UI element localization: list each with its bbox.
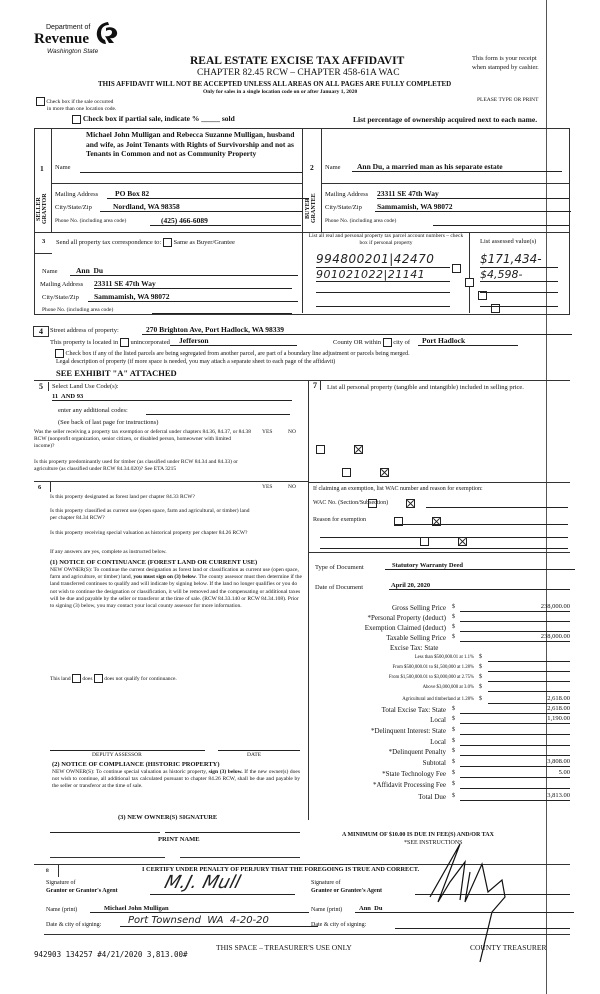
tax-row-value[interactable]: 3,813.00 — [460, 792, 570, 801]
new-owner-signature-line — [165, 832, 300, 833]
land-use-q2-yes-checkbox[interactable] — [342, 468, 351, 477]
segregated-checkbox[interactable] — [55, 349, 64, 358]
parcels-header: List all real and personal property tax parcel account numbers – check box if personal property — [308, 233, 464, 246]
tax-row-value[interactable]: 1,190.00 — [460, 715, 570, 724]
multi-location-label-1: Check box if the sale occurred — [46, 98, 114, 105]
county-treasurer-label: COUNTY TREASURER — [470, 943, 547, 952]
tax-row-value[interactable]: 238,000.00 — [460, 603, 570, 612]
tax-row-label: *Personal Property (deduct) — [367, 614, 446, 622]
does-not-label: does not qualify for continuance. — [104, 675, 177, 682]
tax-row-label: *Delinquent Penalty — [388, 748, 446, 756]
buyer-side-label-1: BUYER — [305, 197, 311, 219]
assessed-header: List assessed value(s) — [480, 238, 537, 245]
land-use-question-1: Was the seller receiving a property tax exemption or deferral under chapters 84.36, 84.37, or 84.38 RCW (nonprofit organization, senior citizen, or disabled person, homeowner with limited income)? — [34, 429, 252, 449]
notice1-text-a: NEW OWNER(S): To continue the current designation as forest land or classification as current use (open space, farm and agriculture, or timber) land, — [50, 567, 299, 581]
tax-row-label: Agricultural and timberland at 1.28% — [402, 697, 474, 702]
form-title: REAL ESTATE EXCISE TAX AFFIDAVIT — [190, 55, 405, 67]
notice1-title: (1) NOTICE OF CONTINUANCE (FOREST LAND OR CURRENT USE) — [50, 559, 258, 566]
tax-row-value[interactable] — [488, 653, 570, 662]
notice1-text-b: . The county assessor must then determine if the land transferred continues to qualify and will indicate by signing below. If the land no longer qualifies or you do not wish to continue the designation or classification, it will be removed and the compensating or additional taxes will be due and payable by the seller or transferor at the time of sale. (RCW 84.33.140 or RCW 84.34.108). Prior to signing (3) below, you may contact your local county assessor for more information. — [50, 574, 302, 610]
correspondence-mailing-field[interactable]: 23311 SE 47th Way — [94, 279, 292, 289]
grantor-sig-label-2: Grantor or Grantor's Agent — [46, 888, 118, 894]
seller-mailing-label: Mailing Address — [55, 191, 99, 198]
seller-section-number: 1 — [40, 164, 44, 173]
currency-symbol: $ — [452, 624, 455, 630]
certification-number: 8 — [46, 868, 49, 874]
divider — [308, 482, 570, 483]
exemption-label: If claiming an exemption, list WAC number and reason for exemption: — [313, 486, 483, 492]
city-field[interactable]: Port Hadlock — [418, 336, 518, 346]
divider — [34, 481, 309, 482]
divider — [34, 380, 570, 381]
street-label: Street address of property: — [50, 327, 119, 334]
minimum-note: A MINIMUM OF $10.00 IS DUE IN FEE(S) AND/OR TAX — [342, 832, 494, 838]
additional-codes-field[interactable] — [146, 406, 290, 415]
correspondence-name-field[interactable]: Ann Du — [70, 266, 298, 276]
divider — [51, 128, 52, 232]
currency-symbol: $ — [452, 614, 455, 620]
correspondence-phone-field[interactable] — [152, 305, 292, 314]
tax-row-label: *Affidavit Processing Fee — [373, 781, 446, 789]
tax-row-label: Above $3,000,000 at 3.0% — [422, 685, 474, 690]
tax-row-value[interactable]: 238,000.00 — [460, 633, 570, 642]
deputy-assessor-label: DEPUTY ASSESSOR — [92, 752, 142, 758]
section6-question-1: Is this property designated as forest land per chapter 84.33 RCW? — [50, 494, 195, 500]
divider — [308, 552, 570, 553]
land-use-label: Select Land Use Code(s): — [52, 383, 119, 390]
date-label: DATE — [247, 752, 262, 758]
new-owner-signature-line — [50, 832, 160, 833]
wac-label: WAC No. (Section/Subsection) — [313, 500, 389, 506]
tax-row-value[interactable]: 2,618.00 — [460, 705, 570, 714]
tax-row-label: Exemption Claimed (deduct) — [364, 624, 446, 632]
reason-label: Reason for exemption — [313, 517, 366, 523]
section6-if-yes: If any answers are yes, complete as instructed below. — [50, 549, 167, 555]
continuance-row — [50, 674, 177, 683]
tax-row-value[interactable] — [460, 737, 570, 746]
seller-side-label-2: GRANTOR — [42, 193, 48, 225]
multi-location-checkbox[interactable] — [36, 97, 45, 106]
parcel-row-4[interactable] — [316, 297, 450, 307]
certification-statement: I CERTIFY UNDER PENALTY OF PERJURY THAT THE FOREGOING IS TRUE AND CORRECT. — [142, 866, 420, 873]
parcel-row-2[interactable]: 901021022|21141 — [316, 268, 450, 282]
notice2-title: (2) NOTICE OF COMPLIANCE (HISTORIC PROPERTY) — [52, 761, 220, 768]
print-name-label: PRINT NAME — [158, 836, 200, 843]
tax-row-label: Total Due — [418, 793, 446, 801]
treasurer-space-label: THIS SPACE – TREASURER'S USE ONLY — [216, 943, 352, 952]
tax-row-label: Local — [430, 716, 446, 724]
new-owner-signature-label: (3) NEW OWNER(S) SIGNATURE — [118, 814, 218, 821]
reason-field-2[interactable] — [320, 530, 568, 538]
currency-symbol: $ — [479, 684, 482, 690]
parcel-row-3[interactable] — [316, 283, 450, 293]
buyer-mailing-label: Mailing Address — [325, 191, 369, 198]
land-use-q1-no-checkbox[interactable] — [354, 445, 363, 454]
correspondence-mailing-label: Mailing Address — [40, 281, 84, 288]
doc-date-label: Date of Document — [315, 584, 364, 591]
does-qualify-checkbox[interactable] — [72, 674, 81, 683]
does-label: does — [82, 675, 93, 682]
section6-number: 6 — [38, 484, 42, 491]
scope-note: Only for sales in a single location code on or after January 1, 2020 — [203, 89, 358, 95]
street-field[interactable]: 270 Brighton Ave, Port Hadlock, WA 98339 — [142, 325, 572, 335]
land-use-no-header: NO — [288, 429, 296, 435]
city-checkbox[interactable] — [383, 338, 392, 347]
multi-location-checkbox-row — [36, 97, 116, 113]
field-line — [321, 183, 569, 184]
tax-row-label: Gross Selling Price — [391, 604, 446, 612]
land-use-section-number: 5 — [34, 382, 49, 391]
tax-row-value[interactable] — [460, 747, 570, 756]
legal-description[interactable]: SEE EXHIBIT "A" ATTACHED — [56, 368, 177, 378]
tax-row-value[interactable]: 3,808.00 — [460, 758, 570, 767]
legal-label: Legal description of property (if more space is needed, you may attach a separate sheet to each page of the affidavit) — [56, 359, 336, 365]
currency-symbol: $ — [452, 716, 455, 722]
see-instructions: *SEE INSTRUCTIONS — [404, 840, 463, 846]
grantor-name-field[interactable]: Michael John Mulligan — [90, 905, 309, 913]
currency-symbol: $ — [479, 674, 482, 680]
divider — [50, 482, 51, 492]
tax-row-value[interactable]: 2,618.00 — [488, 695, 570, 704]
located-row — [50, 338, 170, 347]
reason-field-1[interactable] — [395, 517, 568, 525]
field-line — [80, 172, 302, 173]
section7-number: 7 — [310, 381, 321, 390]
assessed-value-3[interactable] — [480, 283, 558, 293]
buyer-phone-label: Phone No. (including area code) — [325, 218, 397, 224]
tax-row-value[interactable]: 5.00 — [460, 769, 570, 778]
multi-location-label-2: in more than one location code. — [47, 106, 117, 112]
ownership-note: List percentage of ownership acquired next to each name. — [353, 115, 538, 124]
tax-row-label: From $500,000.01 to $1,500,000 at 1.28% — [392, 665, 474, 670]
partial-sale-row — [72, 114, 235, 124]
section7-label: List all personal property (tangible and intangible) included in selling price. — [327, 384, 524, 391]
doc-type-label: Type of Document — [315, 564, 364, 571]
deputy-assessor-line — [50, 750, 205, 751]
notice1-body — [50, 567, 302, 610]
buyer-section-number: 2 — [310, 163, 314, 172]
section6-question-3: Is this property receiving special valuation as historical property per chapter 84.26 RCW? — [50, 530, 248, 536]
tax-row-label: From $1,500,000.01 to $3,000,000 at 2.75% — [388, 675, 474, 680]
dor-logo-icon — [94, 20, 120, 46]
correspondence-name-label: Name — [42, 268, 58, 275]
correspondence-city-label: City/State/Zip — [42, 294, 79, 301]
tax-row-label: *State Technology Fee — [382, 770, 446, 778]
grantee-date-field[interactable] — [395, 920, 570, 929]
tax-row-label: Subtotal — [422, 759, 446, 767]
notice2-text-a: NEW OWNER(S): To continue special valuation as historic property, — [52, 769, 209, 775]
buyer-city-field[interactable]: Sammamish, WA 98072 — [375, 202, 571, 212]
assessed-value-2[interactable]: $4,598- — [480, 268, 558, 282]
form-warning: THIS AFFIDAVIT WILL NOT BE ACCEPTED UNLESS ALL AREAS ON ALL PAGES ARE FULLY COMPLETED — [98, 80, 452, 88]
divider — [34, 253, 52, 254]
tax-row-value[interactable] — [488, 683, 570, 692]
date-line — [218, 750, 300, 751]
currency-symbol: $ — [452, 706, 455, 712]
excise-state-label: Excise Tax: State — [390, 644, 439, 652]
seller-side-label-1: SELLER — [36, 197, 42, 221]
currency-symbol: $ — [452, 604, 455, 610]
seller-city-label: City/State/Zip — [55, 204, 92, 211]
currency-symbol: $ — [452, 738, 455, 744]
assessed-value-1[interactable]: $171,434- — [480, 252, 558, 268]
tax-row-label: Local — [430, 738, 446, 746]
currency-symbol: $ — [479, 696, 482, 702]
county-field[interactable]: Jefferson — [170, 336, 297, 346]
agency-logo — [34, 16, 124, 55]
assessed-value-4[interactable] — [480, 297, 558, 307]
segregated-row — [55, 349, 410, 358]
seller-city-field[interactable]: Nordland, WA 98358 — [100, 202, 303, 212]
county-or-label: County OR within — [333, 338, 382, 346]
divider — [58, 865, 59, 877]
buyer-side-label-2: GRANTEE — [311, 193, 317, 223]
seller-phone-field[interactable]: (425) 466-6089 — [150, 216, 301, 226]
tax-row-value[interactable] — [460, 726, 570, 735]
divider — [469, 232, 470, 313]
same-as-buyer-label: Same as Buyer/Grantee — [173, 238, 235, 246]
grantee-date-label: Date & city of signing: — [311, 922, 367, 928]
unincorporated-checkbox[interactable] — [120, 338, 129, 347]
additional-codes-label: enter any additional codes: — [58, 407, 128, 414]
print-name-line — [180, 857, 300, 858]
type-or-print: PLEASE TYPE OR PRINT — [477, 97, 539, 103]
grantee-sig-label-2: Grantee or Grantee's Agent — [311, 888, 383, 894]
divider — [34, 232, 569, 233]
field-line — [51, 183, 302, 184]
buyer-name-field[interactable]: Ann Du, a married man as his separate estate — [352, 162, 562, 172]
seller-phone-label: Phone No. (including area code) — [55, 218, 127, 224]
reason-field-3[interactable] — [320, 541, 568, 549]
print-name-line — [50, 857, 165, 858]
buyer-city-label: City/State/Zip — [325, 204, 362, 211]
same-as-buyer-checkbox[interactable] — [163, 238, 172, 247]
currency-symbol: $ — [452, 770, 455, 776]
doc-date-field[interactable]: April 20, 2020 — [389, 582, 570, 590]
agency-line2: Revenue — [34, 31, 89, 47]
county-row — [333, 338, 410, 347]
tax-row-label: Less than $500,000.01 at 1.1% — [414, 655, 474, 660]
does-not-qualify-checkbox[interactable] — [94, 674, 103, 683]
grantor-name-label: Name (print) — [46, 907, 78, 913]
tax-row-value[interactable] — [460, 623, 570, 632]
agency-line1: Department of — [46, 24, 91, 31]
section6-yes-header: YES — [262, 484, 273, 490]
this-land-label: This land — [50, 675, 71, 682]
land-use-q2-no-checkbox[interactable] — [380, 468, 389, 477]
divider — [302, 128, 303, 313]
land-use-codes-field[interactable]: 11 AND 93 — [52, 393, 292, 401]
tax-row-label: *Delinquent Interest: State — [370, 727, 446, 735]
partial-sale-label: Check box if partial sale, indicate % _____ sold — [82, 114, 235, 123]
property-section-number: 4 — [33, 326, 49, 337]
grantor-signature: M.J. Mull — [162, 872, 243, 893]
agency-line3: Washington State — [47, 48, 99, 55]
correspondence-city-field[interactable]: Sammamish, WA 98072 — [88, 292, 298, 302]
receipt-note-1: This form is your receipt — [472, 55, 537, 62]
section6-q1-no-checkbox[interactable] — [406, 499, 415, 508]
notice1-text-bold: you must sign on (3) below — [133, 574, 196, 581]
seller-name-label: Name — [55, 164, 71, 171]
segregated-label: Check box if any of the listed parcels are being segregated from another parcel, are part of a boundary line adjustment or parcels being merged. — [65, 350, 410, 357]
currency-symbol: $ — [452, 759, 455, 765]
currency-symbol: $ — [452, 634, 455, 640]
land-use-q1-yes-checkbox[interactable] — [316, 445, 325, 454]
tax-row-value[interactable] — [488, 673, 570, 682]
currency-symbol: $ — [452, 748, 455, 754]
personal-property-checkbox-2[interactable] — [465, 278, 474, 287]
correspondence-section-number: 3 — [42, 238, 46, 245]
receipt-stamp: 942903 134257 #4/21/2020 3,813.00# — [34, 950, 188, 959]
currency-symbol: $ — [452, 727, 455, 733]
notice2-body — [52, 769, 300, 791]
grantee-name-label: Name (print) — [311, 907, 343, 913]
currency-symbol: $ — [452, 793, 455, 799]
personal-property-checkbox-1[interactable] — [452, 264, 461, 273]
partial-sale-checkbox[interactable] — [72, 115, 81, 124]
grantee-name-field[interactable]: Ann Du — [355, 905, 574, 913]
currency-symbol: $ — [452, 781, 455, 787]
land-use-question-2: Is this property predominantly used for timber (as classified under RCW 84.34 and 84.33) or agriculture (as classified under RCW 84.34.020)? See ETA 3215 — [34, 459, 238, 472]
land-use-yes-header: YES — [262, 429, 273, 435]
tax-row-value[interactable] — [460, 613, 570, 622]
buyer-side-label — [305, 186, 319, 230]
parcel-row-1[interactable]: 994800201|42470 — [316, 252, 450, 268]
unincorporated-label: unincorporated — [130, 338, 170, 346]
buyer-mailing-field[interactable]: 23311 SE 47th Way — [377, 189, 569, 199]
receipt-note-2: when stamped by cashier. — [472, 64, 539, 71]
wac-field[interactable] — [426, 500, 568, 508]
grantee-sig-label-1: Signature of — [311, 880, 341, 886]
form-subtitle: CHAPTER 82.45 RCW – CHAPTER 458-61A WAC — [197, 68, 400, 78]
tax-row-label: Total Excise Tax: State — [381, 706, 446, 714]
seller-name-field[interactable]: Michael John Mulligan and Rebecca Suzanne Mulligan, husband and wife, as Joint Tenants with Rights of Survivorship and not as Tenants in Common and not as Community Property — [86, 130, 295, 158]
doc-type-field[interactable]: Statutory Warranty Deed — [385, 562, 575, 570]
located-in-label: This property is located in — [50, 338, 119, 346]
correspondence-phone-label: Phone No. (including area code) — [42, 307, 114, 313]
notice2-text-b: If the new owner(s) does not wish to continue, all additional tax calculated pursuant to chapter 84.26 RCW, shall be due and payable by the seller or transferor at the time of sale. — [52, 769, 300, 790]
grantor-sig-label-1: Signature of — [46, 880, 76, 886]
tax-row-value[interactable] — [488, 663, 570, 672]
currency-symbol: $ — [479, 654, 482, 660]
section6-no-header: NO — [288, 484, 296, 490]
currency-symbol: $ — [479, 664, 482, 670]
buyer-phone-field[interactable] — [433, 216, 569, 226]
seller-side-label — [36, 188, 50, 230]
correspondence-label: Send all property tax correspondence to: — [56, 238, 162, 246]
correspondence-label-row — [56, 238, 235, 247]
divider — [321, 128, 322, 232]
section6-question-2: Is this property classified as current use (open space, farm and agricultural, or timber) land per chapter 84.34 RCW? — [50, 508, 250, 521]
notice2-text-bold: sign (3) below. — [208, 769, 243, 775]
tax-row-value[interactable] — [460, 780, 570, 789]
grantor-date-label: Date & city of signing: — [46, 922, 102, 928]
tax-row-label: Taxable Selling Price — [386, 634, 446, 642]
seller-mailing-field[interactable]: PO Box 82 — [107, 189, 309, 199]
land-use-instructions: (See back of last page for instructions) — [58, 419, 159, 426]
grantor-date-field[interactable]: Port Townsend WA 4-20-20 — [120, 915, 318, 927]
buyer-name-label: Name — [325, 164, 341, 171]
city-of-label: city of — [393, 338, 411, 346]
